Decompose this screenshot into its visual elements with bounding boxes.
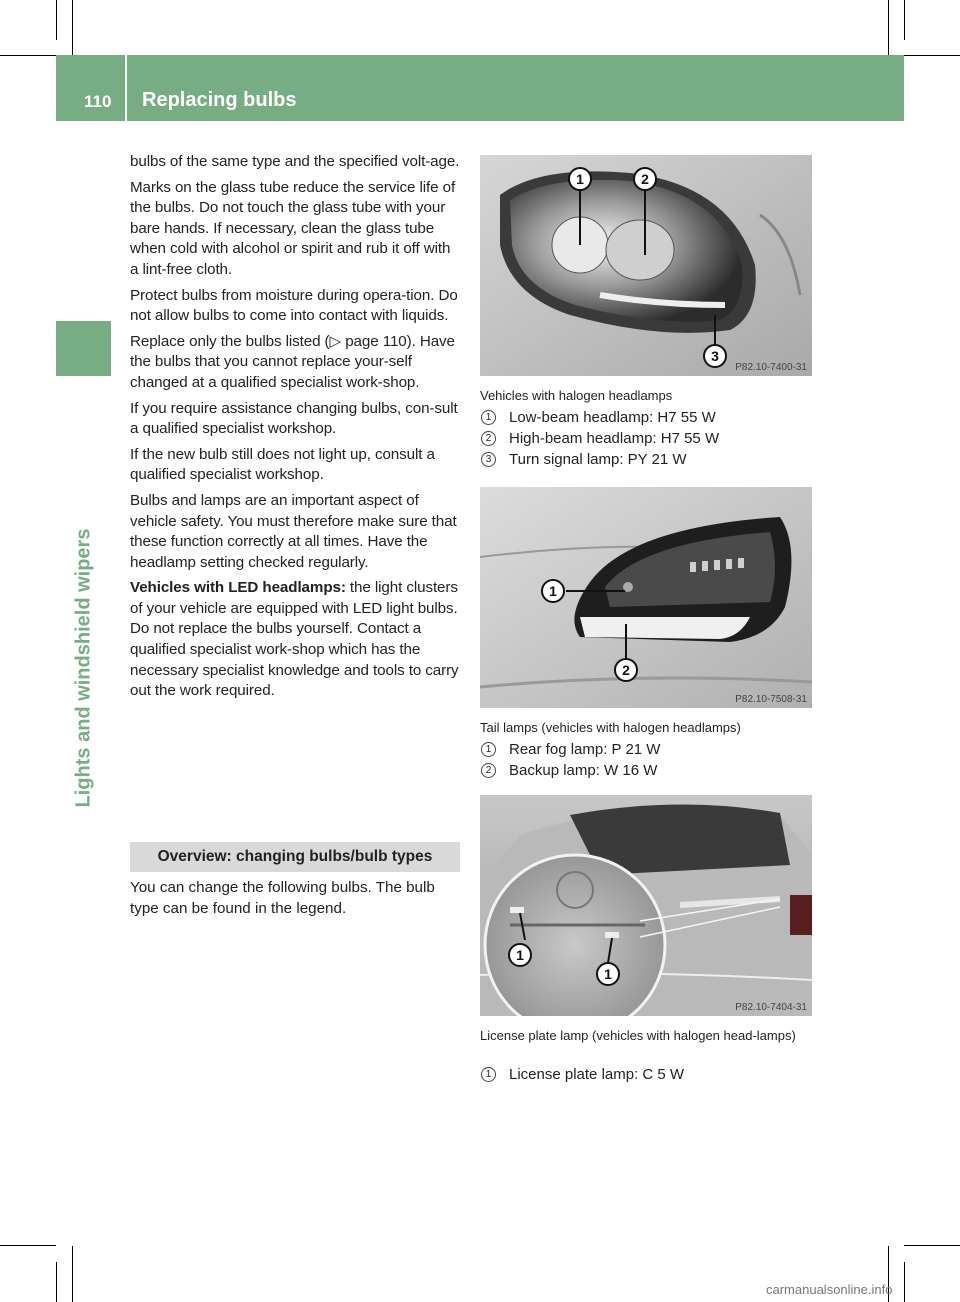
figure-caption: License plate lamp (vehicles with halogen head-lamps): [480, 1028, 796, 1043]
sidebar-chapter-label: Lights and windshield wipers: [72, 528, 95, 808]
legend-text: Rear fog lamp: P 21 W: [509, 741, 661, 758]
crop-mark: [904, 1245, 960, 1246]
crop-mark: [56, 1262, 57, 1302]
led-paragraph: [130, 578, 460, 702]
legend-item: [480, 449, 810, 470]
legend-text: High-beam headlamp: H7 55 W: [509, 430, 720, 447]
legend-item: [480, 407, 810, 428]
paragraph: Protect bulbs from moisture during opera-tion. Do not allow bulbs to come into contact with liquids.: [130, 286, 458, 325]
crop-mark: [888, 0, 889, 56]
legend-number: 1: [481, 742, 496, 757]
watermark: carmanualsonline.info: [766, 1282, 893, 1297]
crop-mark: [0, 1245, 56, 1246]
crop-mark: [72, 1246, 73, 1302]
callout-1-label: 1: [576, 171, 584, 187]
figure-code: P82.10-7404-31: [735, 1002, 807, 1013]
paragraph: bulbs of the same type and the specified volt-age.: [130, 153, 460, 170]
paragraph-with-page-link[interactable]: Replace only the bulbs listed (▷ page 110). Have the bulbs that you cannot replace your-self changed at a qualified specialist work-shop.: [130, 332, 455, 391]
crop-mark: [904, 55, 960, 56]
led-lead: Vehicles with LED headlamps:: [130, 579, 346, 597]
paragraph: Marks on the glass tube reduce the service life of the bulbs. Do not touch the glass tube with your bare hands. If necessary, clean the glass tube when cold with alcohol or spirit and rub it off with a lint-free cloth.: [130, 178, 456, 278]
crop-mark: [56, 0, 57, 40]
legend-text: Turn signal lamp: PY 21 W: [509, 451, 687, 468]
license-plate-illustration: [480, 795, 812, 1016]
crop-mark: [0, 55, 56, 56]
legend-item: [480, 1064, 810, 1085]
led-text: the light clusters of your vehicle are equipped with LED light bulbs. Do not replace the bulbs yourself. Contact a qualified specialist work-shop which has the necessary specialist knowledge and tools to carry out the work required.: [130, 579, 459, 700]
legend-number: 1: [481, 410, 496, 425]
legend-text: License plate lamp: C 5 W: [509, 1066, 685, 1083]
legend-headlamp: [480, 407, 810, 470]
crop-mark: [72, 0, 73, 56]
legend-item: [480, 760, 810, 781]
page-number: 110: [84, 92, 112, 111]
legend-number: 2: [481, 763, 496, 778]
crop-mark: [904, 1262, 905, 1302]
paragraph: If you require assistance changing bulbs, con-sult a qualified specialist workshop.: [130, 399, 458, 438]
legend-item: [480, 428, 810, 449]
figure-code: P82.10-7508-31: [735, 694, 807, 705]
legend-item: [480, 739, 810, 760]
legend-number: 3: [481, 452, 496, 467]
callout-1-label: 1: [549, 583, 557, 599]
headlamp-illustration: [480, 155, 812, 376]
figure-tail-lamps: [480, 487, 812, 708]
callout-3-label: 3: [711, 348, 719, 364]
legend-number: 2: [481, 431, 496, 446]
figure-caption: Tail lamps (vehicles with halogen headlamps): [480, 720, 741, 735]
paragraph: Bulbs and lamps are an important aspect of vehicle safety. You must therefore make sure that these function correctly at all times. Have the headlamp setting checked regularly.: [130, 491, 457, 571]
overview-text: You can change the following bulbs. The bulb type can be found in the legend.: [130, 879, 435, 917]
body-text-column: [130, 152, 460, 707]
legend-text: Backup lamp: W 16 W: [509, 762, 658, 779]
figure-caption: Vehicles with halogen headlamps: [480, 388, 673, 403]
header-divider: [125, 55, 127, 121]
callout-1-label: 1: [516, 947, 524, 963]
legend-license-plate: [480, 1064, 810, 1085]
overview-heading: Overview: changing bulbs/bulb types: [130, 842, 460, 872]
paragraph: If the new bulb still does not light up, consult a qualified specialist workshop.: [130, 445, 435, 484]
crop-mark: [904, 0, 905, 40]
tail-lamp-illustration: [480, 487, 812, 708]
figure-license-plate-lamp: [480, 795, 812, 1016]
callout-2-label: 2: [641, 171, 649, 187]
callout-2-label: 2: [622, 662, 630, 678]
section-title: Replacing bulbs: [142, 89, 297, 111]
legend-tail-lamps: [480, 739, 810, 781]
figure-headlamp: [480, 155, 812, 376]
legend-text: Low-beam headlamp: H7 55 W: [509, 409, 716, 426]
callout-1-label: 1: [604, 966, 612, 982]
legend-number: 1: [481, 1067, 496, 1082]
sidebar-tab: [56, 321, 111, 376]
figure-code: P82.10-7400-31: [735, 362, 807, 373]
